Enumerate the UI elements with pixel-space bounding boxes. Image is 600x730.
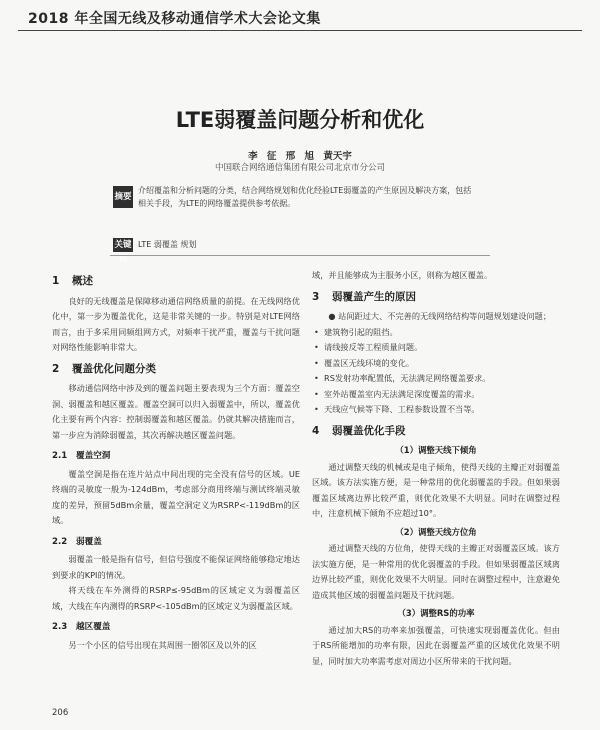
paragraph: 移动通信网络中涉及到的覆盖问题主要表现为三个方面：覆盖空洞、弱覆盖和越区覆盖。覆盖空洞可以归入弱覆盖中，所以，覆盖优化主要有两个内容：控制弱覆盖和越区覆盖。仍就其解决措施而言，第一步应为消除弱覆盖，其次再解决越区覆盖问题。: [52, 383, 300, 440]
paragraph: 通过加大RS的功率来加强覆盖，可快速实现弱覆盖优化。但由于RS所能增加的功率有限，因此在弱覆盖严重的区域优化效果不明显，同时加大功率需考虑对周边小区所带来的干扰问题。: [312, 624, 560, 666]
abstract-label: 摘要: [113, 186, 133, 208]
section-title: 弱覆盖产生的原因: [332, 290, 416, 303]
paragraph: 域，并且能够成为主服务小区，则称为越区覆盖。: [312, 270, 493, 280]
paragraph: 良好的无线覆盖是保障移动通信网络质量的前提。在无线网络优化中，第一步为覆盖优化，这是非常关键的一步。特别是对LTE网络而言，由于多采用同频组网方式，对频率干扰严重，覆盖与干扰问题对网络性能影响非常大。: [52, 295, 300, 352]
proceedings-header: 2018 年全国无线及移动通信学术大会论文集: [28, 11, 321, 27]
bullet-item: • RS发射功率配置低，无法满足网络覆盖要求。: [312, 371, 560, 387]
bullet-item: • 建筑物引起的阻挡。: [312, 325, 560, 341]
paragraph: 将天线在车外测得的RSRP≤-95dBm的区域定义为弱覆盖区域，大线在车内测得的RSRP<-105dBm的区域定义为弱覆盖区域。: [52, 585, 300, 611]
abstract-text: 介绍覆盖和分析问题的分类，结合网络规划和优化经验LTE弱覆盖的产生原因及解决方案，包括相关手段，为LTE的网络覆盖提供参考依据。: [138, 186, 472, 208]
subsection-number: 2.3: [52, 622, 68, 632]
paper-title: LTE弱覆盖问题分析和优化: [175, 108, 425, 132]
section-title: 覆盖优化问题分类: [72, 362, 156, 375]
section-heading: [312, 424, 560, 440]
bullet-item: • 室外站覆盖室内无法满足深度覆盖的需求。: [312, 387, 560, 403]
keywords-text: LTE 弱覆盖 规划: [138, 240, 197, 249]
section-number: 2: [52, 362, 60, 375]
paragraph: ● 站间距过大、不完善的无线网络结构等问题规划建设问题；: [328, 311, 552, 321]
method-heading: （2）调整天线方位角: [395, 526, 477, 537]
paragraph: 通过调整天线的机械或是电子倾角，使得天线的主瓣正对弱覆盖区域。该方法实施方便，是一种常用的优化弱覆盖的手段。但如果弱覆盖区域离边界比较严重，则优化效果不大明显。同时在调整过程中，注意机械下倾角不应超过10°。: [312, 461, 560, 518]
abstract-divider: [110, 255, 490, 256]
section-heading: [312, 290, 560, 306]
bullet-item: • 覆盖区无线环境的变化。: [312, 356, 560, 372]
paragraph: 覆盖空洞是指在连片站点中间出现的完全没有信号的区域。UE终端的灵敏度一般为-124dBm，考虑部分商用终端与测试终端灵敏度的差异，预留5dBm余量，覆盖空洞定义为RSRP<-119dBm的区域。: [52, 468, 300, 525]
paragraph: 另一个小区的信号出现在其周围一圈邻区及以外的区: [68, 639, 257, 650]
bullet-item: • 请线接反等工程质量问题。: [312, 340, 560, 356]
page-number: 206: [52, 708, 69, 718]
section-title: 弱覆盖优化手段: [332, 424, 406, 437]
subsection-heading: [52, 449, 300, 465]
paper-authors: 李 征 邢 旭 黄天宇: [248, 151, 352, 162]
method-heading: （1）调整天线下倾角: [395, 445, 477, 455]
bullet-item: • 天线应气候等下降、工程参数设置不当等。: [312, 402, 560, 418]
section-number: 1: [52, 275, 60, 287]
method-heading: （3）调整RS的功率: [397, 608, 475, 618]
section-heading: [52, 274, 300, 290]
right-column: [312, 268, 560, 669]
subsection-title: 覆盖空洞: [76, 451, 111, 461]
paragraph: 弱覆盖一般是指有信号，但信号强度不能保证网络能够稳定地达到要求的KPI的情况。: [52, 554, 300, 580]
subsection-title: 弱覆盖: [76, 536, 102, 547]
section-title: 概述: [72, 275, 93, 287]
subsection-number: 2.2: [52, 536, 68, 547]
left-column: [52, 268, 300, 653]
subsection-title: 越区覆盖: [76, 622, 111, 632]
section-number: 3: [312, 290, 320, 303]
subsection-number: 2.1: [52, 451, 68, 461]
subsection-heading: [52, 620, 300, 636]
paragraph: 通过调整天线的方位角，使得天线的主瓣正对弱覆盖区域。该方法实施方便，是一种常用的优化弱覆盖的手段。但如果弱覆盖区域离边界比较严重，则优化效果不大明显。同时在调整过程中，注意避免造成其他区域的弱覆盖问题及干扰问题。: [312, 543, 560, 600]
keywords-label: 关键词: [114, 240, 132, 264]
header-divider: [18, 30, 582, 31]
paper-affiliation: 中国联合网络通信集团有限公司北京市分公司: [214, 163, 385, 173]
section-heading: [52, 362, 300, 378]
subsection-heading: [52, 535, 300, 551]
section-number: 4: [312, 424, 320, 437]
